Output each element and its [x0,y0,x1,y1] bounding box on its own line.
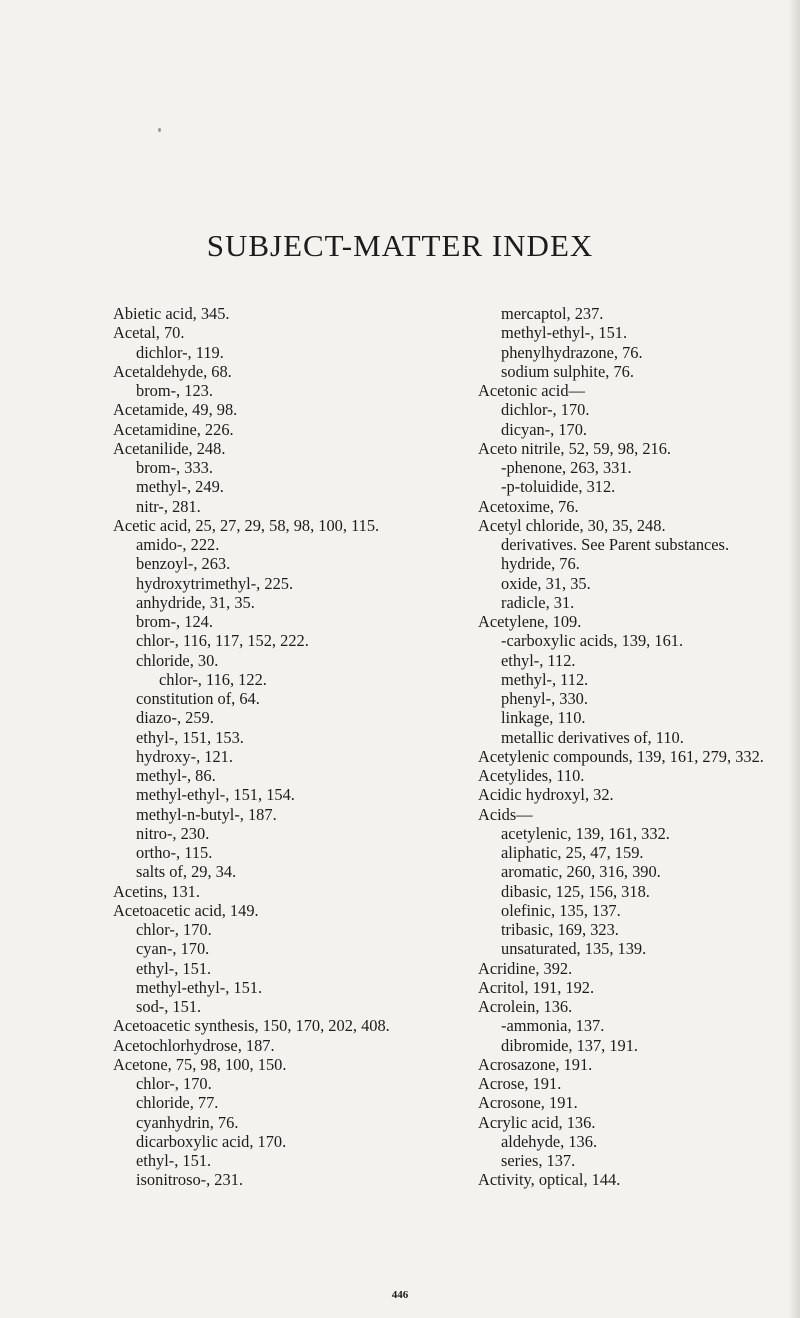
index-subentry: ethyl-, 151, 153. [136,727,244,747]
index-entry: Acetamide, 49, 98. [113,400,238,420]
index-subentry: hydride, 76. [501,554,580,574]
index-entry: Acetone, 75, 98, 100, 150. [113,1054,287,1074]
index-subentry: linkage, 110. [501,708,586,728]
index-subentry: anhydride, 31, 35. [136,592,255,612]
index-entry: Acrosazone, 191. [478,1054,593,1074]
index-subentry: methyl-ethyl-, 151. [136,977,263,997]
index-subentry: -phenone, 263, 331. [501,458,632,477]
index-subentry: ethyl-, 151. [136,958,212,978]
index-column-right [478,304,797,1190]
page-number: 446 [391,1289,409,1301]
index-entry: Acetoacetic synthesis, 150, 170, 202, 408. [113,1016,390,1036]
index-subentry: amido-, 222. [136,535,220,554]
index-subentry: cyanhydrin, 76. [136,1112,239,1132]
index-subentry: sodium sulphite, 76. [501,361,634,381]
index-entry: Acetal, 70. [113,323,185,343]
index-entry: Acetylides, 110. [478,766,585,785]
index-subentry: ethyl-, 151. [136,1151,212,1170]
index-subentry: dicyan-, 170. [501,419,588,439]
index-subentry: hydroxy-, 121. [136,746,233,766]
index-subentry: dicarboxylic acid, 170. [136,1131,287,1151]
index-subentry: dibromide, 137, 191. [501,1035,639,1055]
index-subentry: olefinic, 135, 137. [501,900,621,920]
index-entry: Acetins, 131. [113,881,200,901]
index-entry: Acidic hydroxyl, 32. [478,785,614,805]
index-entry: Acetamidine, 226. [113,419,234,439]
index-subentry: brom-, 333. [136,458,213,477]
index-subentry: oxide, 31, 35. [501,573,591,593]
index-subentry: radicle, 31. [501,592,575,612]
index-subentry: chlor-, 116, 122. [159,669,267,689]
index-subentry: phenyl-, 330. [501,689,588,708]
index-subentry: mercaptol, 237. [501,304,604,323]
index-subentry: dichlor-, 119. [136,342,224,362]
index-subentry: -carboxylic acids, 139, 161. [501,631,684,651]
index-subentry: nitro-, 230. [136,823,210,843]
index-entry: Acetoxime, 76. [478,496,579,516]
index-subentry: cyan-, 170. [136,939,210,959]
index-subentry: derivatives. See Parent substances. [501,535,730,554]
index-entry: Acetyl chloride, 30, 35, 248. [478,515,666,535]
index-subentry: ortho-, 115. [136,843,213,862]
index-entry: Acridine, 392. [478,958,573,978]
page-title: SUBJECT-MATTER INDEX [206,228,594,263]
index-entry: Acrolein, 136. [478,997,573,1016]
index-subentry: hydroxytrimethyl-, 225. [136,573,294,593]
index-subentry: brom-, 124. [136,612,213,631]
index-subentry: isonitroso-, 231. [136,1170,243,1190]
index-subentry: -ammonia, 137. [501,1016,605,1036]
index-entry: Acetochlorhydrose, 187. [113,1035,275,1055]
index-entry: Acetylene, 109. [478,612,582,631]
index-subentry: methyl-ethyl-, 151. [501,323,628,343]
index-subentry: salts of, 29, 34. [136,862,237,882]
index-subentry: aliphatic, 25, 47, 159. [501,843,644,862]
index-column-left [113,304,439,1190]
index-subentry: aldehyde, 136. [501,1131,598,1151]
index-subentry: metallic derivatives of, 110. [501,727,684,747]
index-subentry: -p-toluidide, 312. [501,477,616,497]
index-subentry: unsaturated, 135, 139. [501,939,647,959]
index-entry: Aceto nitrile, 52, 59, 98, 216. [478,438,672,458]
index-entry: Acetanilide, 248. [113,438,226,458]
index-entry: Acrosone, 191. [478,1093,578,1113]
index-subentry: benzoyl-, 263. [136,554,231,574]
index-subentry: series, 137. [501,1151,576,1170]
index-subentry: constitution of, 64. [136,689,260,708]
index-subentry: methyl-ethyl-, 151, 154. [136,785,295,805]
index-entry: Acids— [478,804,533,824]
index-subentry: aromatic, 260, 316, 390. [501,862,661,882]
index-subentry: chlor-, 170. [136,920,212,939]
index-subentry: chlor-, 170. [136,1074,212,1093]
index-subentry: acetylenic, 139, 161, 332. [501,823,670,843]
index-entry: Acritol, 191, 192. [478,977,595,997]
index-entry: Acrose, 191. [478,1074,562,1093]
index-subentry: methyl-, 112. [501,669,589,689]
index-subentry: chlor-, 116, 117, 152, 222. [136,631,309,651]
index-subentry: ethyl-, 112. [501,650,576,670]
index-subentry: dibasic, 125, 156, 318. [501,881,650,901]
paper-speck [158,128,161,132]
index-subentry: tribasic, 169, 323. [501,920,619,939]
index-entry: Abietic acid, 345. [113,304,230,323]
index-subentry: brom-, 123. [136,381,213,400]
index-entry: Acetaldehyde, 68. [113,361,232,381]
index-subentry: chloride, 30. [136,650,219,670]
index-subentry: phenylhydrazone, 76. [501,342,643,362]
index-entry: Acetic acid, 25, 27, 29, 58, 98, 100, 115. [113,515,380,535]
index-subentry: methyl-n-butyl-, 187. [136,804,277,824]
index-subentry: methyl-, 249. [136,477,224,497]
index-subentry: diazo-, 259. [136,708,214,728]
index-entry: Acetylenic compounds, 139, 161, 279, 332. [478,746,764,766]
index-entry: Acetoacetic acid, 149. [113,900,259,920]
index-subentry: chloride, 77. [136,1093,219,1113]
index-subentry: dichlor-, 170. [501,400,590,420]
index-entry: Activity, optical, 144. [478,1170,621,1190]
index-subentry: methyl-, 86. [136,766,216,785]
index-entry: Acrylic acid, 136. [478,1112,596,1132]
index-subentry: sod-, 151. [136,997,202,1016]
index-subentry: nitr-, 281. [136,496,201,516]
index-entry: Acetonic acid— [478,381,585,400]
